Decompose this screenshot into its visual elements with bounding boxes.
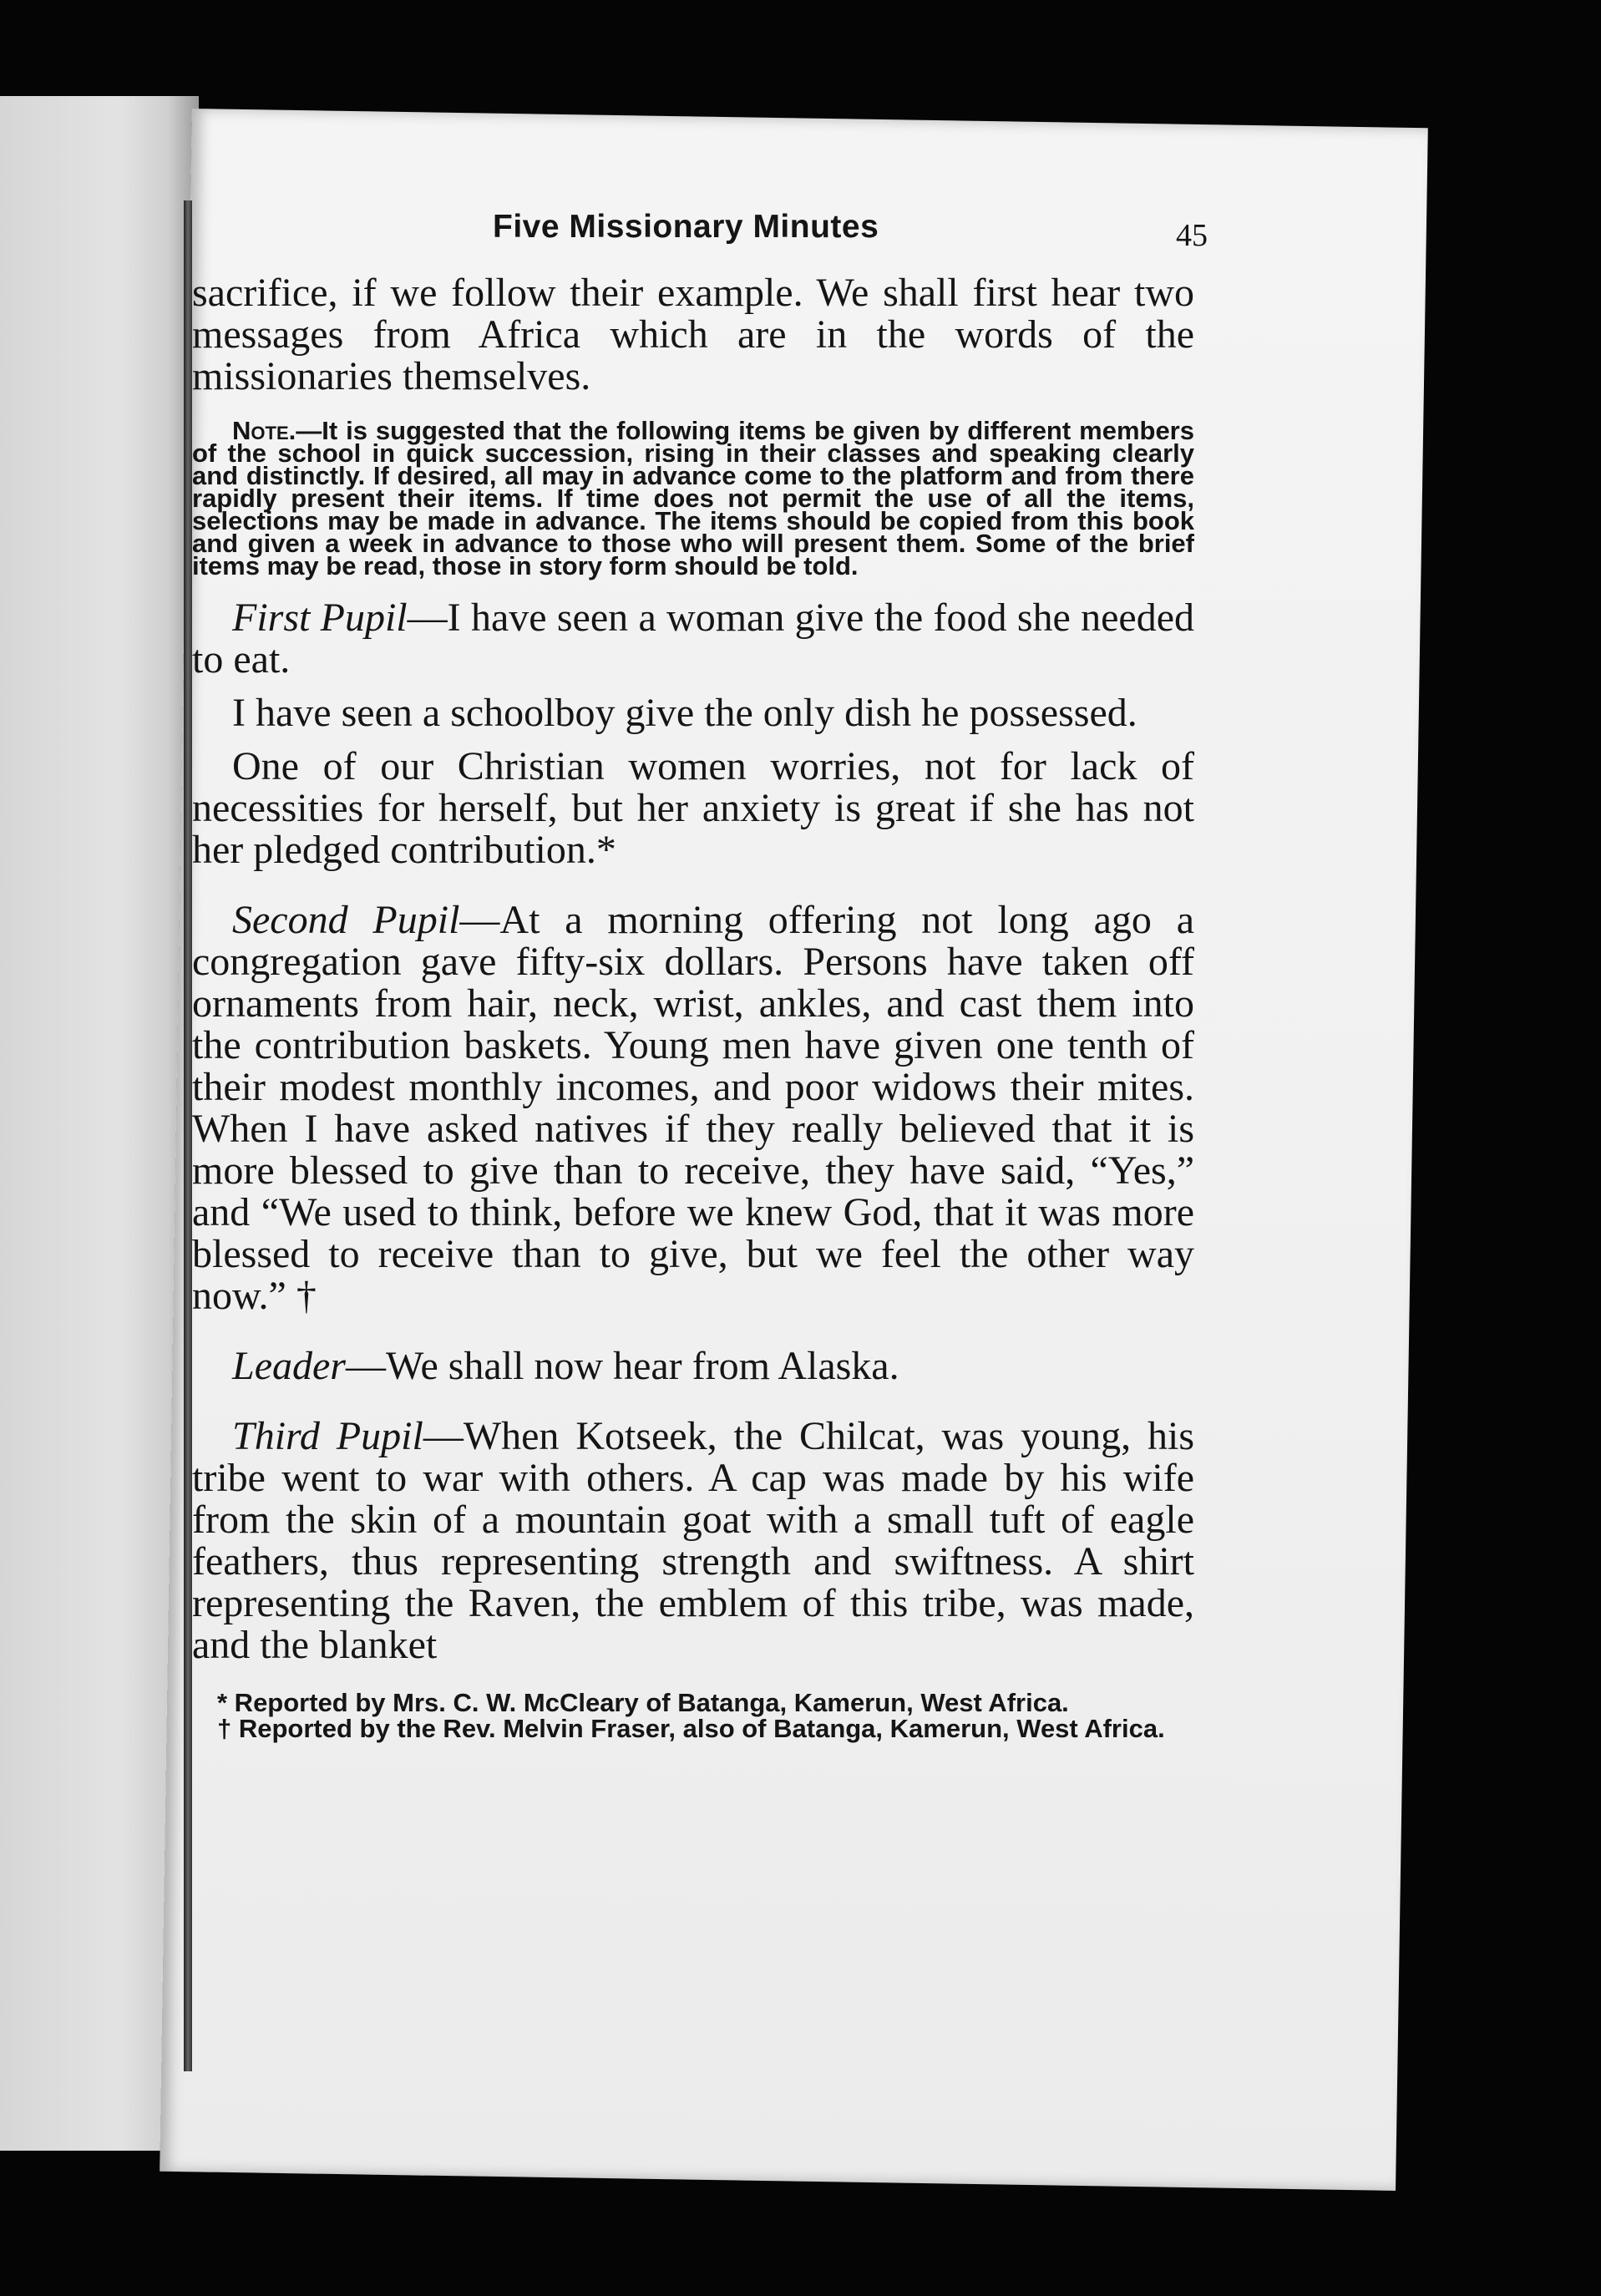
- note-paragraph: [192, 416, 1194, 580]
- second-pupil-text: —At a morning offering not long ago a congregation gave fifty-six dollars. Persons have taken off ornaments from hair, neck, wrist, ankles, and cast them into the contribution baskets. Young men have given one tenth of their modest monthly incomes, and poor widows their mites. When I have asked natives if they really believed that it is more blessed to give than to receive, they have said, “Yes,” and “We used to think, before we knew God, that it was more blessed to receive than to give, but we feel the other way now.” †: [192, 898, 1194, 1318]
- third-pupil-paragraph: [192, 1416, 1194, 1666]
- second-pupil-label: Second Pupil: [232, 898, 460, 942]
- page-header: [192, 209, 1208, 272]
- leader-paragraph: [192, 1346, 1194, 1387]
- christian-women-paragraph: One of our Christian women worries, not for lack of necessities for herself, but her anxiety is great if she has not her pledged contribution.*: [192, 744, 1194, 872]
- page-text: [192, 209, 1208, 1743]
- opening-paragraph: sacrifice, if we follow their example. We shall first hear two messages from Africa which are in the words of the missionaries themselves.: [192, 271, 1194, 398]
- leader-text: —We shall now hear from Alaska.: [345, 1344, 899, 1388]
- first-pupil-paragraph: [192, 597, 1194, 681]
- note-label: Note.: [232, 416, 296, 445]
- footnotes: [192, 1688, 1194, 1743]
- book-spine-shadow: [184, 200, 192, 2071]
- first-pupil-label: First Pupil: [232, 596, 408, 640]
- footnote-second: † Reported by the Rev. Melvin Fraser, also of Batanga, Kamerun, West Africa.: [217, 1714, 1165, 1743]
- page-number: 45: [1176, 218, 1208, 253]
- note-body: —It is suggested that the following items be given by different members of the school in quick succession, rising in their classes and speaking clearly and distinctly. If desired, all may in advance come to the platform and from there rapidly present their items. If time does not permit the use of all the items, selections may be made in advance. The items should be copied from this book and given a week in advance to those who will present them. Some of the brief items may be read, those in story form should be told.: [192, 416, 1194, 580]
- schoolboy-paragraph: I have seen a schoolboy give the only dish he possessed.: [232, 691, 1137, 735]
- second-pupil-paragraph: [192, 900, 1194, 1317]
- first-pupil-text: —I have seen a woman give the food she needed to eat.: [192, 596, 1195, 682]
- leader-label: Leader: [232, 1344, 346, 1388]
- running-title: Five Missionary Minutes: [493, 209, 879, 245]
- footnote-first: * Reported by Mrs. C. W. McCleary of Batanga, Kamerun, West Africa.: [217, 1688, 1069, 1717]
- third-pupil-text: —When Kotseek, the Chilcat, was young, his tribe went to war with others. A cap was made by his wife from the skin of a mountain goat with a small tuft of eagle feathers, thus representing strength and swiftness. A shirt representing the Raven, the emblem of this tribe, was made, and the blanket: [192, 1414, 1194, 1667]
- third-pupil-label: Third Pupil: [232, 1414, 423, 1458]
